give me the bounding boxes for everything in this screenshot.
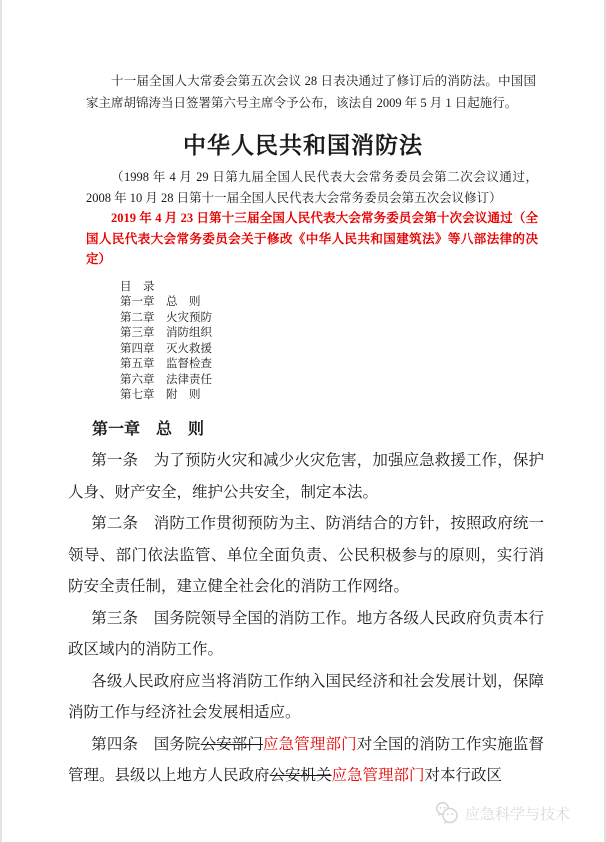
article-4-inserted-text: 应急管理部门	[331, 767, 425, 784]
article-4-deleted-text: 公安机关	[269, 767, 332, 784]
article-2: 第二条 消防工作贯彻预防为主、防消结合的方针，按照政府统一领导、部门依法监管、单位全面负责、公民积极参与的原则，实行消防安全责任制，建立健全社会化的消防工作网络。	[68, 515, 544, 595]
chapter-1-heading: 第一章 总 则	[92, 420, 205, 438]
wechat-icon	[433, 800, 460, 826]
article-4-deleted-text: 公安部门	[200, 735, 264, 753]
watermark-label: 应急科学与技术	[464, 805, 570, 823]
article-4-text: 对全国的消防工作实施监督管理。县级以上地方人民政府	[68, 735, 544, 784]
toc-item-chapter2: 第二章 火灾预防	[120, 311, 212, 324]
toc-item-chapter5: 第五章 监督检查	[120, 358, 212, 370]
toc-heading: 目 录	[120, 280, 155, 293]
article-4-text: 对本行政区	[424, 767, 503, 784]
toc-item-chapter3: 第三章 消防组织	[120, 327, 212, 339]
watermark	[433, 800, 570, 826]
toc-item-chapter6: 第六章 法律责任	[120, 373, 212, 386]
toc-item-chapter4: 第四章 灭火救援	[120, 342, 212, 355]
article-4	[68, 729, 544, 792]
intro-paragraph: 十一届全国人大常委会第五次会议 28 日表决通过了修订后的消防法。中国国家主席胡锦涛当日签署第六号主席令予公布，该法自 2009 年 5 月 1 日起施行。	[86, 74, 536, 110]
law-title: 中华人民共和国消防法	[183, 133, 423, 158]
article-3-paragraph-2: 各级人民政府应当将消防工作纳入国民经济和社会发展计划，保障消防工作与经济社会发展相适应。	[68, 672, 544, 721]
toc-item-chapter1: 第一章 总 则	[120, 296, 201, 308]
article-3: 第三条 国务院领导全国的消防工作。地方各级人民政府负责本行政区域内的消防工作。	[68, 609, 544, 658]
enactment-note: （1998 年 4 月 29 日第九届全国人民代表大会常务委员会第二次会议通过，2008 年 10 月 28 日第十一届全国人民代表大会常务委员会第五次会议修订）	[86, 170, 538, 205]
toc-item-chapter7: 第七章 附 则	[120, 389, 201, 401]
law-body	[68, 414, 544, 792]
article-4-text: 第四条 国务院	[91, 735, 201, 753]
article-4-inserted-text: 应急管理部门	[263, 735, 357, 753]
table-of-contents	[120, 280, 544, 404]
article-1: 第一条 为了预防火灾和减少火灾危害，加强应急救援工作，保护人身、财产安全，维护公共安全，制定本法。	[68, 452, 544, 501]
amendment-note: 2019 年 4 月 23 日第十三届全国人民代表大会常务委员会第十次会议通过（全国人民代表大会常务委员会关于修改《中华人民共和国建筑法》等八部法律的决定）	[86, 211, 538, 266]
